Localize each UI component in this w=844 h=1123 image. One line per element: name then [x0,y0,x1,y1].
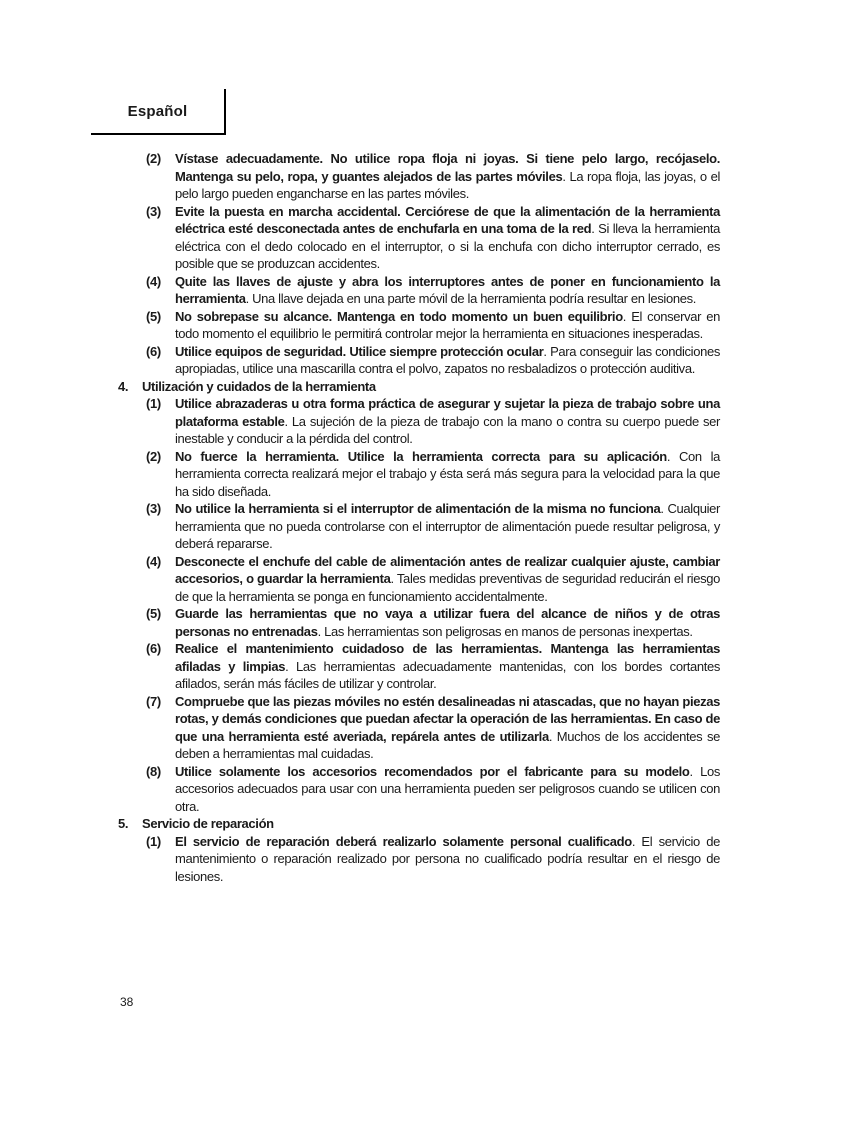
list-item-bold-text: No utilice la herramienta si el interruptor de alimentación de la misma no funciona [175,501,661,516]
section-header [118,378,720,396]
section-number: 5. [118,816,129,831]
list-item-regular-text: . Las herramientas adecuadamente mantenidas, con los bordes cortantes afilados, serán más fáciles de utilizar y controlar. [175,658,721,691]
list-item-marker: (5) [146,308,161,324]
list-item-text [175,203,720,273]
list-item-marker: (8) [146,763,161,779]
list-item-marker: (7) [146,693,161,709]
list-item [118,500,720,553]
list-item-bold-text: Utilice solamente los accesorios recomendados por el fabricante para su modelo [175,763,690,779]
list-item-bold-text: Utilice equipos de seguridad. Utilice siempre protección ocular [175,343,544,359]
list-item-regular-text: . La sujeción de la pieza de trabajo con la mano o contra su cuerpo puede ser inestable y conducir a la pérdida del control. [175,413,721,446]
list-item [118,395,720,448]
list-item [118,640,720,693]
list-item-bold-text: No fuerce la herramienta. Utilice la herramienta correcta para su aplicación [175,448,667,464]
list-item-bold-text: Quite las llaves de ajuste y abra los interruptores antes de poner en funcionamiento la herramienta [175,273,720,306]
list-item-marker: (2) [146,151,161,166]
list-item-text [175,343,720,378]
section-title-text: Servicio de reparación [142,816,274,831]
list-item-text [175,693,720,763]
list-item [118,150,720,203]
section-title [142,815,720,833]
list-item-text [175,763,720,816]
list-item [118,203,720,273]
list-item-bold-text: Realice el mantenimiento cuidadoso de las herramientas. Mantenga las herramientas afiladas y limpias [175,641,720,674]
list-item-marker: (3) [146,501,161,516]
list-item-marker: (2) [146,448,161,464]
list-item [118,308,720,343]
list-item-bold-text: Compruebe que las piezas móviles no estén desalineadas ni atascadas, que no hayan piezas rotas, y demás condiciones que puedan afectar la operación de las herramientas. En caso de que una herramienta esté averiada, repárela antes de utilizarla [175,693,720,744]
language-label-box [91,89,226,135]
list-item-text [175,605,720,640]
list-item-text [175,308,720,343]
list-item-regular-text: . Muchos de los accidentes se deben a herramientas mal cuidadas. [175,728,721,761]
list-item-marker: (1) [146,396,161,411]
list-item-text [175,500,720,553]
page-number: 38 [120,995,134,1009]
list-item-bold-text: Desconecte el enchufe del cable de alimentación antes de realizar cualquier ajuste, cambiar accesorios, o guardar la herramienta [175,553,720,586]
list-item [118,343,720,378]
list-item-regular-text: . El servicio de mantenimiento o reparación realizado por persona no cualificado podría resultar en el riesgo de lesiones. [175,833,720,884]
list-item-regular-text: . Una llave dejada en una parte móvil de la herramienta podría resultar en lesiones. [245,291,697,306]
list-item-bold-text: Evite la puesta en marcha accidental. Cerciórese de que la alimentación de la herramienta eléctrica esté desconectada antes de enchufarla en una toma de la red [175,203,720,236]
list-item [118,448,720,501]
list-item-text [175,448,720,501]
list-item-regular-text: . Los accesorios adecuados para usar con una herramienta pueden ser peligrosos cuando se utilicen con otra. [175,763,720,814]
list-item [118,553,720,606]
list-item-marker: (5) [146,606,161,621]
list-item-regular-text: . Con la herramienta correcta realizará mejor el trabajo y ésta será más segura para la velocidad para la que ha sido diseñada. [175,448,720,499]
list-item-bold-text: Vístase adecuadamente. No utilice ropa floja ni joyas. Si tiene pelo largo, recójaselo. Mantenga su pelo, ropa, y guantes alejados de las partes móviles [175,151,720,184]
list-item-text [175,395,720,448]
list-item-regular-text: . El conservar en todo momento el equilibrio le permitirá controlar mejor la herramienta en situaciones inesperadas. [175,308,720,341]
list-item-regular-text: . Cualquier herramienta que no pueda controlarse con el interruptor de alimentación puede resultar peligrosa, y deberá repararse. [175,501,720,551]
section-number: 4. [118,378,129,394]
list-item-text [175,640,720,693]
list-item-regular-text: . Si lleva la herramienta eléctrica con el dedo colocado en el interruptor, o si la enchufa con dicho interruptor cerrado, es posible que se produzcan accidentes. [175,221,720,271]
list-item-bold-text: Utilice abrazaderas u otra forma práctica de asegurar y sujetar la pieza de trabajo sobre una plataforma estable [175,396,720,429]
list-item-marker: (3) [146,203,161,219]
list-item-marker: (4) [146,273,161,289]
list-item-bold-text: Guarde las herramientas que no vaya a utilizar fuera del alcance de niños y de otras personas no entrenadas [175,606,720,639]
list-item-regular-text: . Tales medidas preventivas de seguridad reducirán el riesgo de que la herramienta se ponga en funcionamiento accidentalmente. [175,571,721,604]
list-item-marker: (6) [146,641,161,656]
list-item [118,833,720,886]
list-item-marker: (6) [146,343,161,359]
list-item [118,605,720,640]
list-item [118,693,720,763]
list-item-bold-text: No sobrepase su alcance. Mantenga en todo momento un buen equilibrio [175,308,623,324]
document-content [118,150,720,885]
section-header [118,815,720,833]
list-item-text [175,553,720,606]
section-title-text: Utilización y cuidados de la herramienta [142,378,376,394]
list-item-text [175,833,720,886]
list-item-marker: (4) [146,553,161,569]
list-item-regular-text: . Para conseguir las condiciones apropiadas, utilice una mascarilla contra el polvo, zapatos no resbaladizos o protección auditiva. [175,343,720,376]
list-item-bold-text: El servicio de reparación deberá realizarlo solamente personal cualificado [175,833,632,849]
list-item-text [175,273,720,308]
list-item [118,273,720,308]
section-title [142,378,720,396]
language-label: Español [127,102,188,120]
list-item-regular-text: . La ropa floja, las joyas, o el pelo largo pueden engancharse en las partes móviles. [175,168,720,201]
list-item [118,763,720,816]
list-item-marker: (1) [146,833,161,849]
list-item-text [175,150,720,203]
list-item-regular-text: . Las herramientas son peligrosas en manos de personas inexpertas. [317,623,693,639]
